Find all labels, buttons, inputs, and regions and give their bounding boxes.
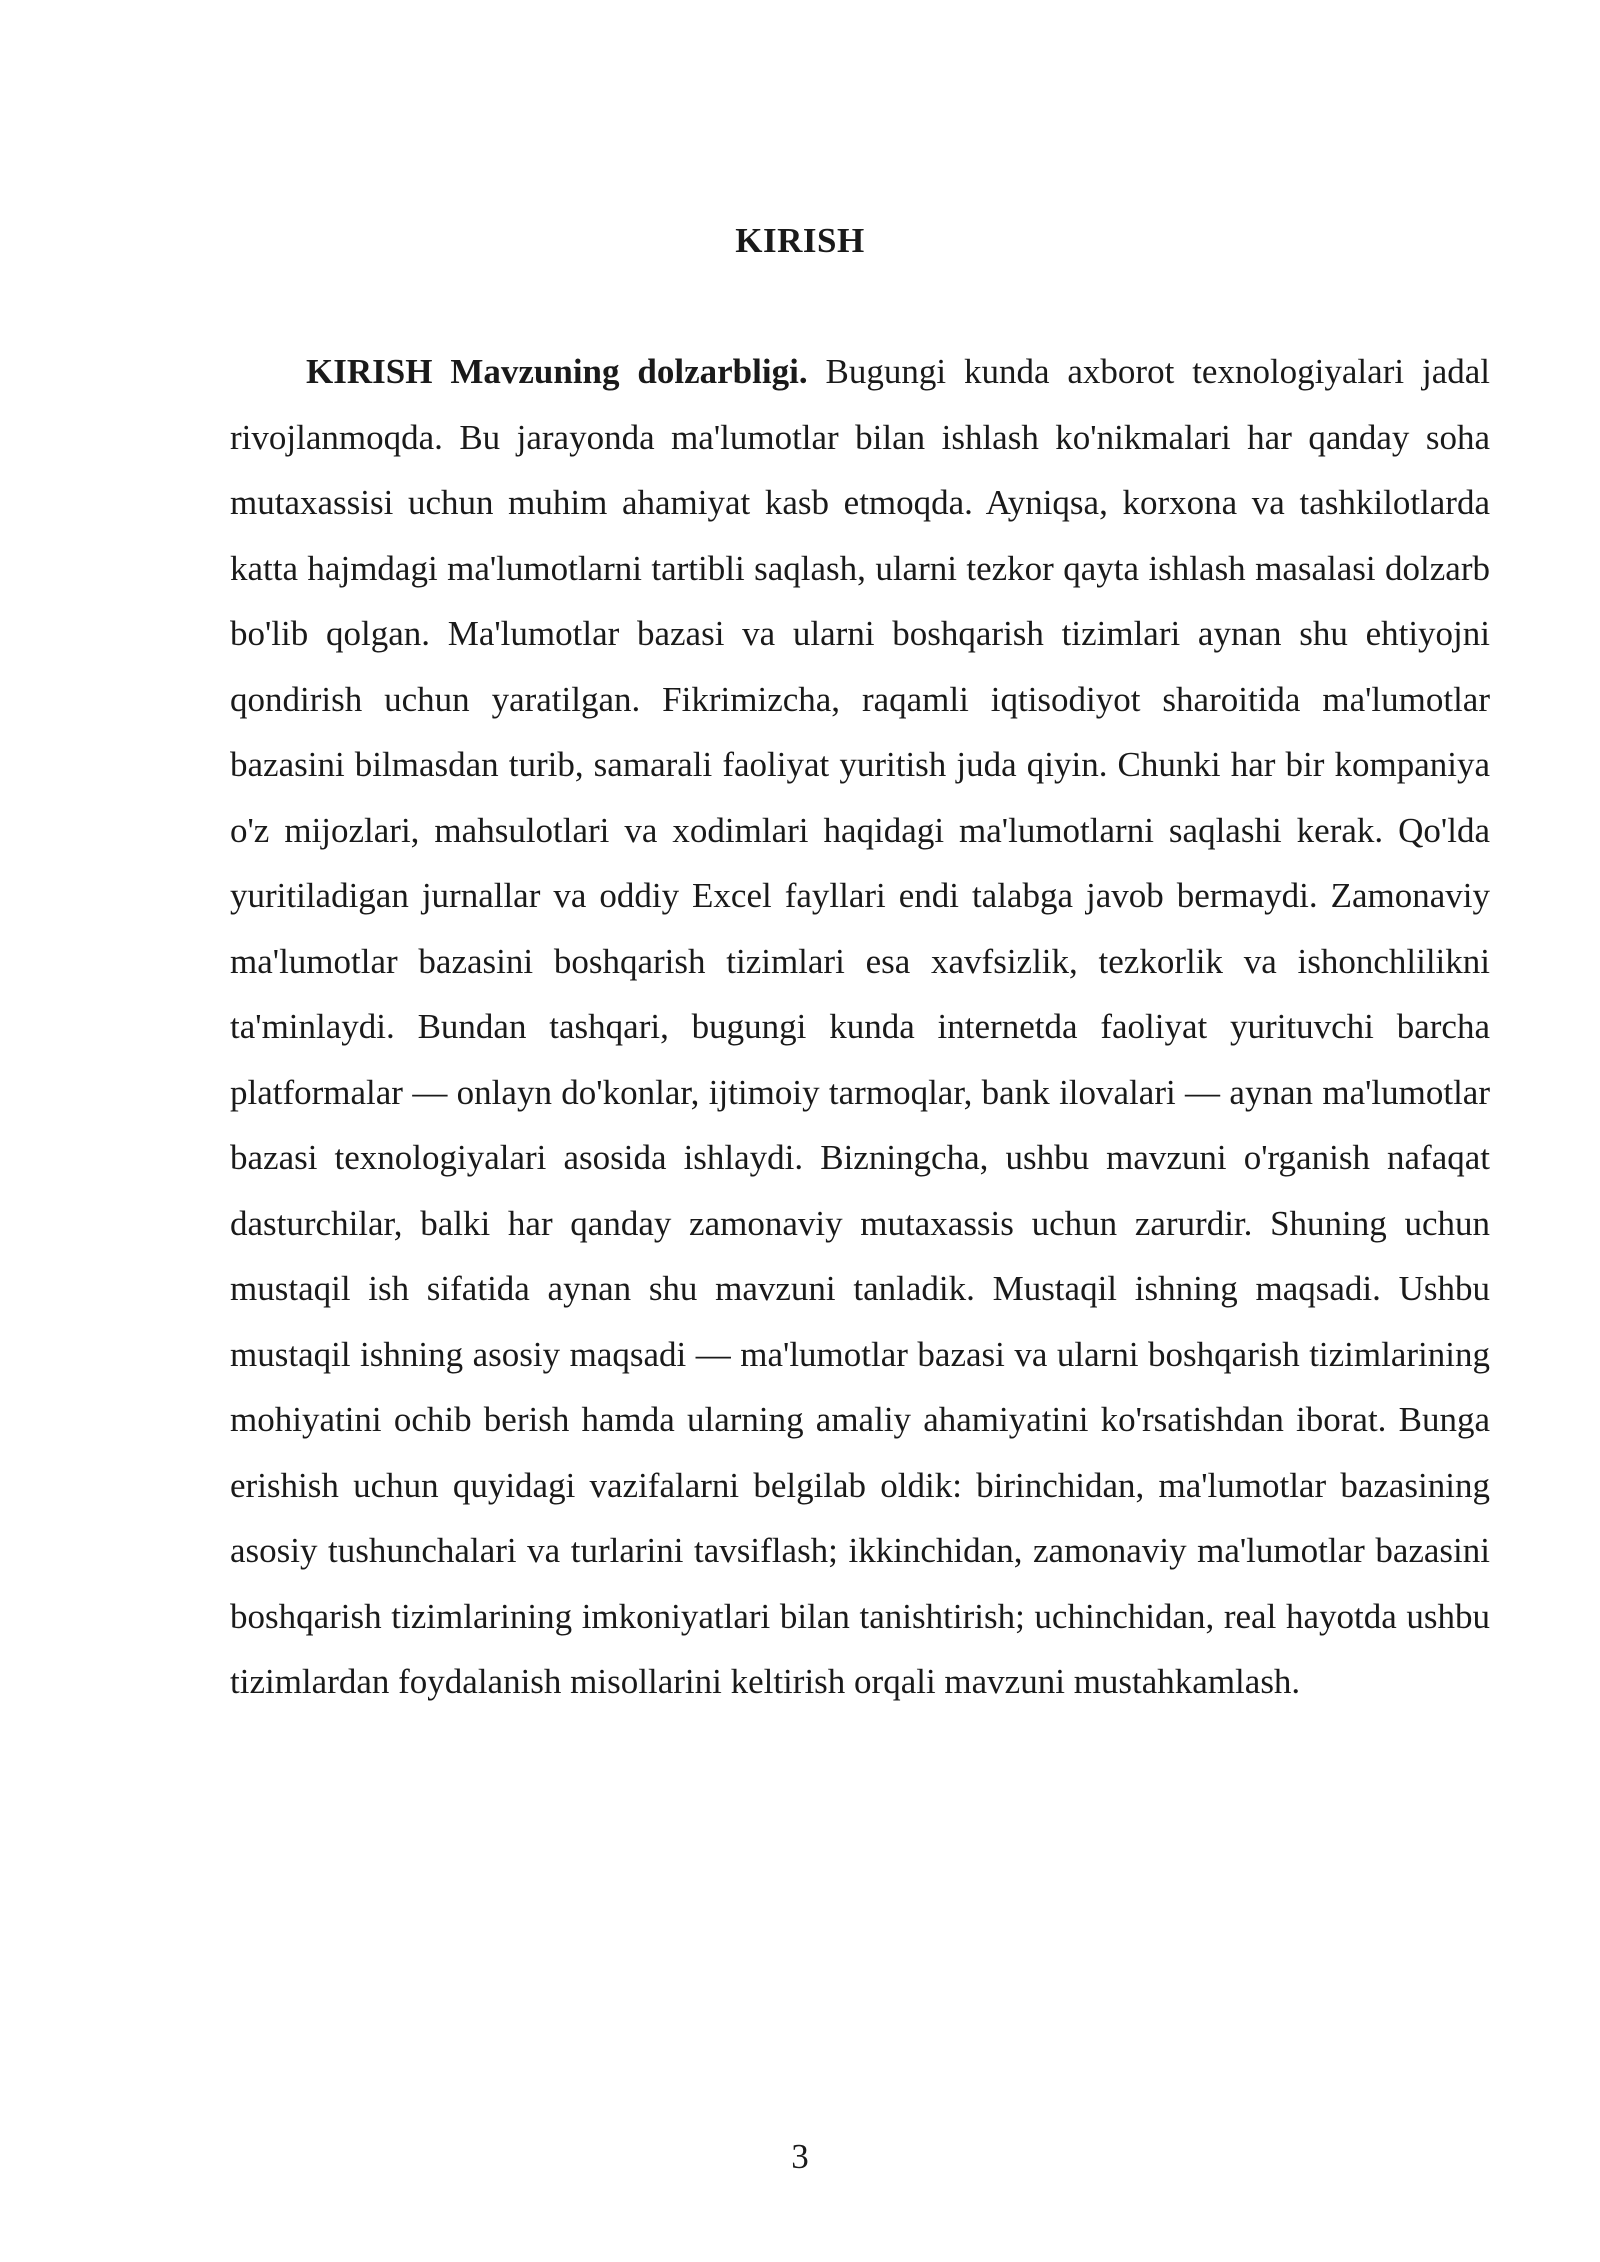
page-number: 3 [791,2137,809,2176]
body-paragraph [230,339,1490,1715]
section-heading: KIRISH [735,221,865,260]
paragraph-lead: KIRISH Mavzuning dolzarbligi. [306,352,808,391]
paragraph-text: Bugungi kunda axborot texnologiyalari jadal rivojlanmoqda. Bu jarayonda ma'lumotlar bilan ishlash ko'nikmalari har qanday soha mutaxassisi uchun muhim ahamiyat kasb etmoqda. Ayniqsa, korxona va tashkilotlarda katta hajmdagi ma'lumotlarni tartibli saqlash, ularni tezkor qayta ishlash masalasi dolzarb bo'lib qolgan. Ma'lumotlar bazasi va ularni boshqarish tizimlari aynan shu ehtiyojni qondirish uchun yaratilgan. Fikrimizcha, raqamli iqtisodiyot sharoitida ma'lumotlar bazasini bilmasdan turib, samarali faoliyat yuritish juda qiyin. Chunki har bir kompaniya o'z mijozlari, mahsulotlari va xodimlari haqidagi ma'lumotlarni saqlashi kerak. Qo'lda yuritiladigan jurnallar va oddiy Excel fayllari endi talabga javob bermaydi. Zamonaviy ma'lumotlar bazasini boshqarish tizimlari esa xavfsizlik, tezkorlik va ishonchlilikni ta'minlaydi. Bundan tashqari, bugungi kunda internetda faoliyat yurituvchi barcha platformalar — onlayn do'konlar, ijtimoiy tarmoqlar, bank ilovalari — aynan ma'lumotlar bazasi texnologiyalari asosida ishlaydi. Bizningcha, ushbu mavzuni o'rganish nafaqat dasturchilar, balki har qanday zamonaviy mutaxassis uchun zarurdir. Shuning uchun mustaqil ish sifatida aynan shu mavzuni tanladik. Mustaqil ishning maqsadi. Ushbu mustaqil ishning asosiy maqsadi — ma'lumotlar bazasi va ularni boshqarish tizimlarining mohiyatini ochib berish hamda ularning amaliy ahamiyatini ko'rsatishdan iborat. Bunga erishish uchun quyidagi vazifalarni belgilab oldik: birinchidan, ma'lumotlar bazasining asosiy tushunchalari va turlarini tavsiflash; ikkinchidan, zamonaviy ma'lumotlar bazasini boshqarish tizimlarining imkoniyatlari bilan tanishtirish; uchinchidan, real hayotda ushbu tizimlardan foydalanish misollarini keltirish orqali mavzuni mustahkamlash. [230,352,1490,1701]
